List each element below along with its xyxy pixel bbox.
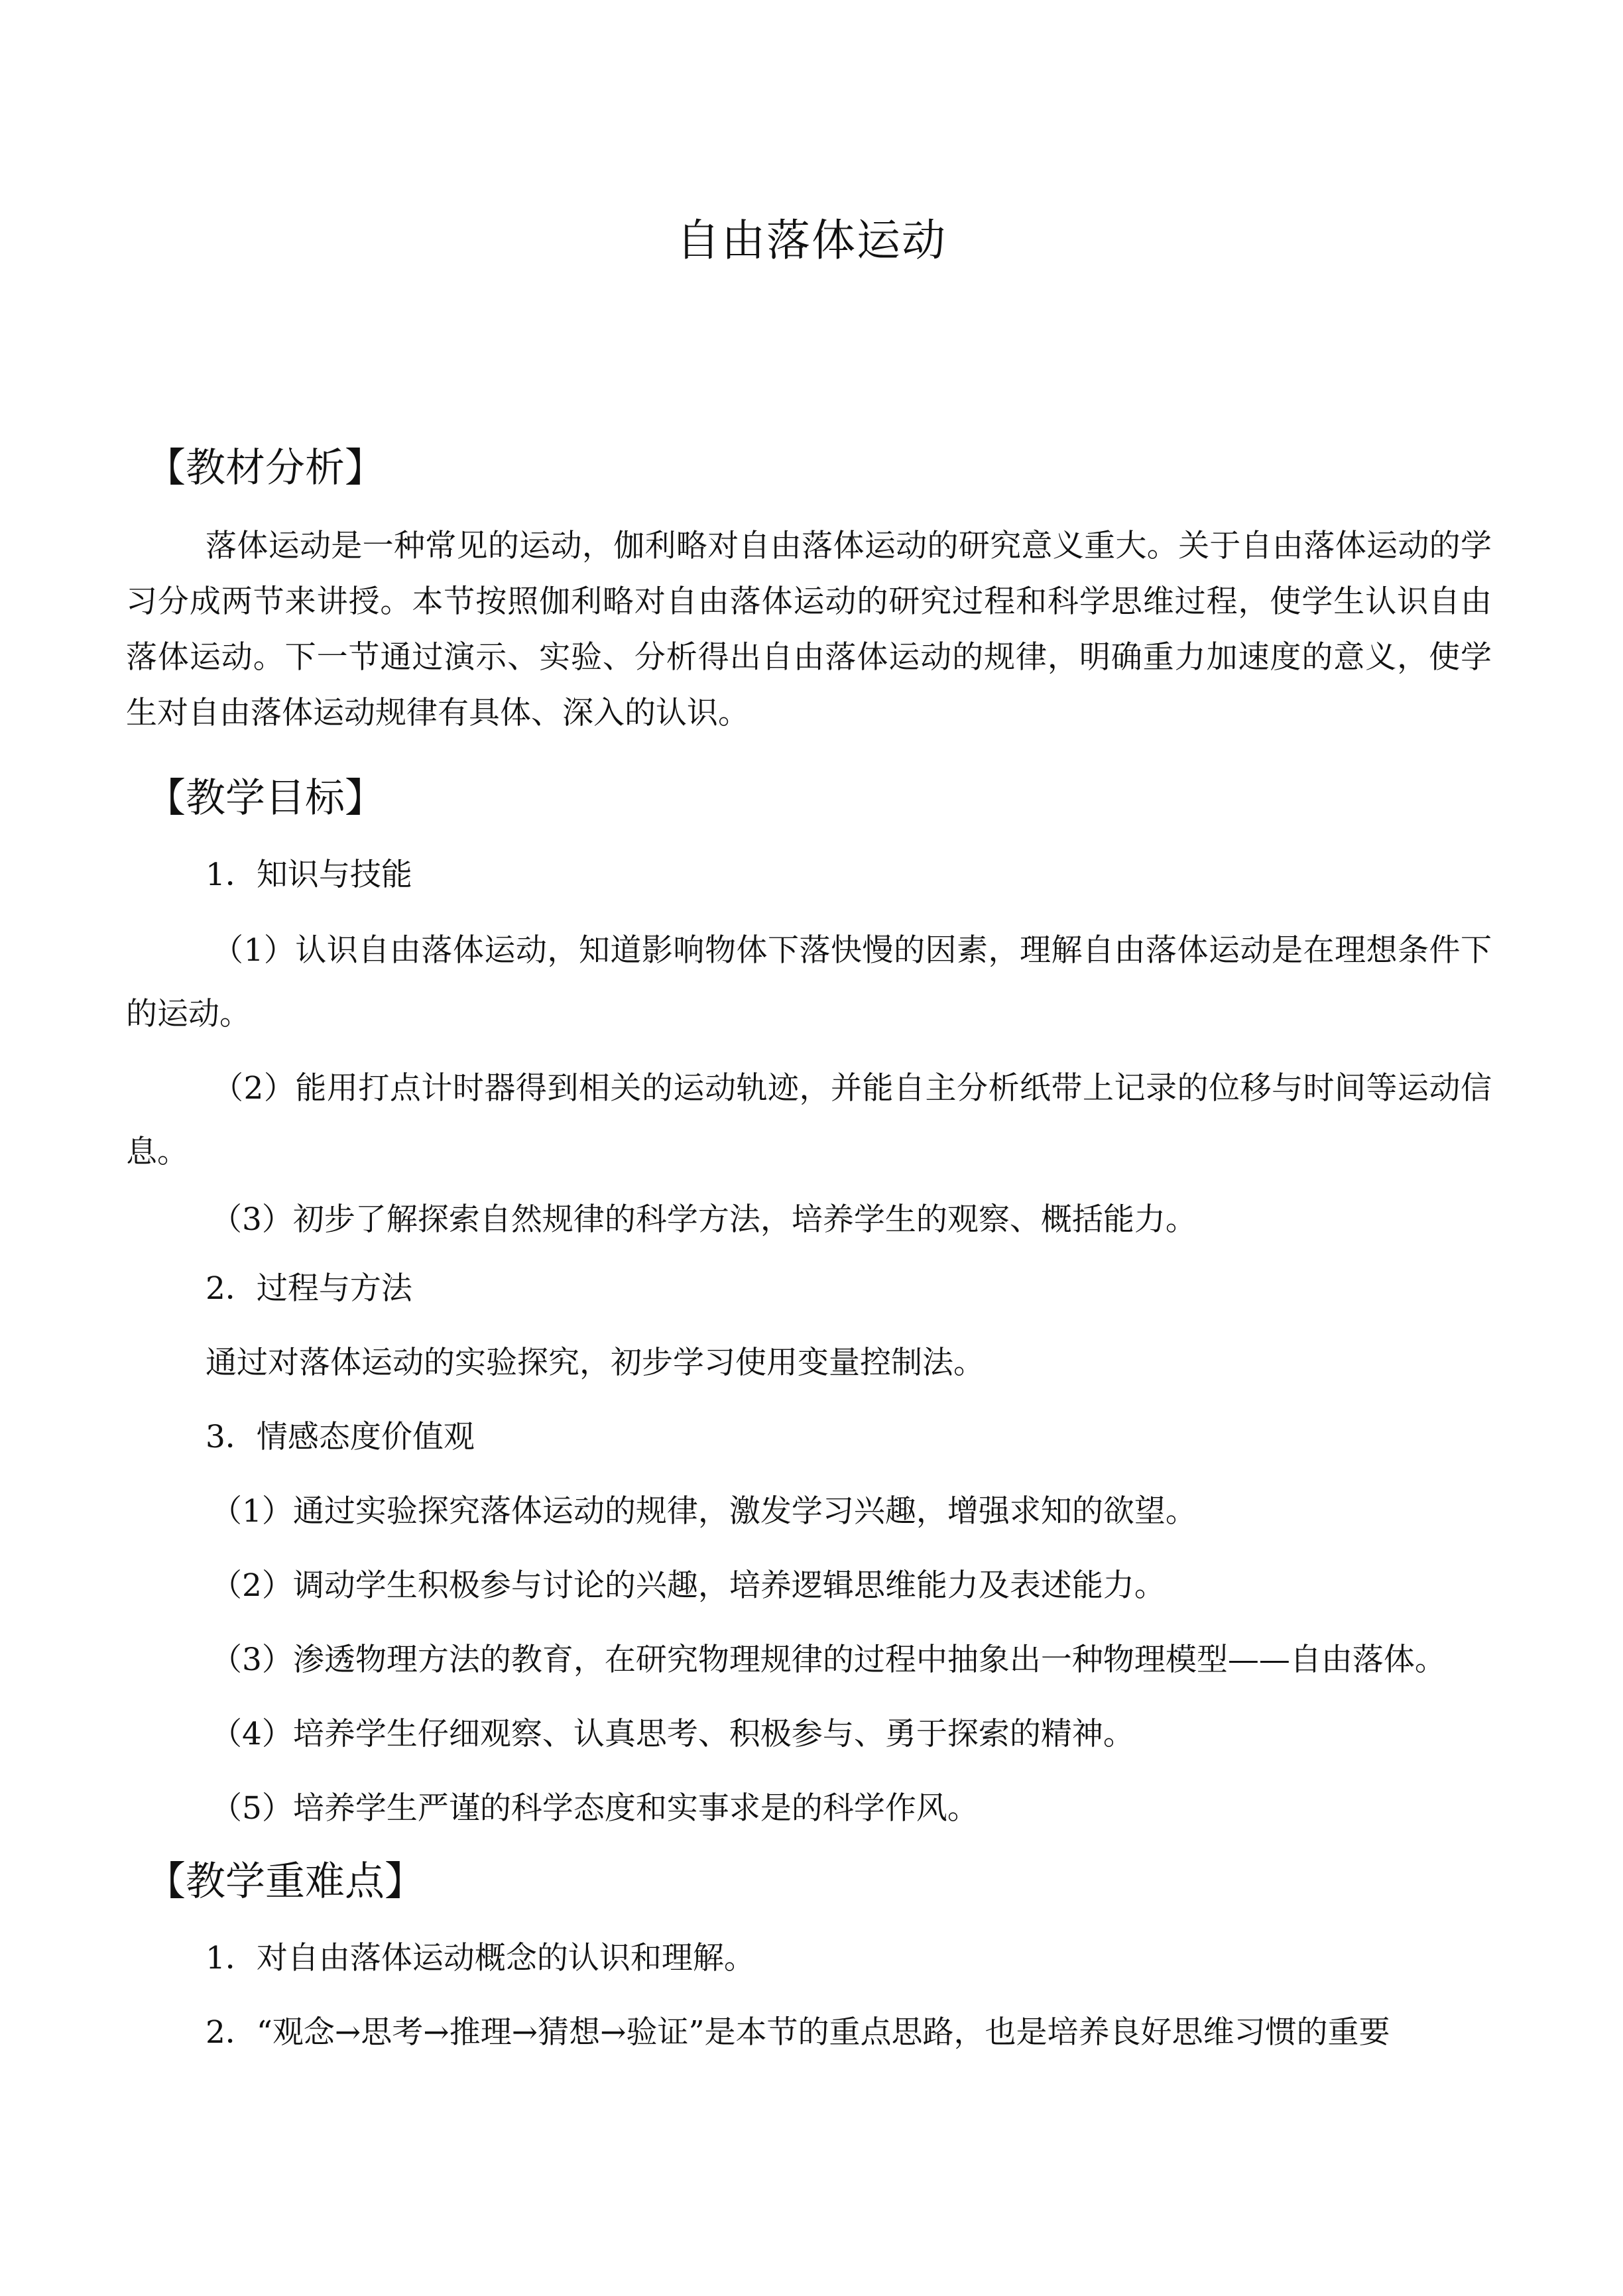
key-point-2: 2．“观念→思考→推理→猜想→验证”是本节的重点思路，也是培养良好思维习惯的重要 bbox=[206, 2014, 1390, 2051]
knowledge-item-1: （1）认识自由落体运动，知道影响物体下落快慢的因素，理解自由落体运动是在理想条件下的运动。 bbox=[126, 932, 1492, 1032]
emotion-item-2: （2）调动学生积极参与讨论的兴趣，培养逻辑思维能力及表述能力。 bbox=[211, 1567, 1166, 1604]
document-title: 自由落体运动 bbox=[676, 215, 947, 266]
key-point-1: 1．对自由落体运动概念的认识和理解。 bbox=[206, 1940, 755, 1976]
section-heading-goals: 【教学目标】 bbox=[146, 775, 385, 821]
emotion-item-3: （3）渗透物理方法的教育，在研究物理规律的过程中抽象出一种物理模型——自由落体。 bbox=[211, 1642, 1446, 1678]
emotion-values-title: 3．情感态度价值观 bbox=[206, 1419, 475, 1455]
analysis-paragraph: 落体运动是一种常见的运动，伽利略对自由落体运动的研究意义重大。关于自由落体运动的学习分成两节来讲授。本节按照伽利略对自由落体运动的研究过程和科学思维过程，使学生认识自由落体运动。下一节通过演示、实验、分析得出自由落体运动的规律，明确重力加速度的意义，使学生对自由落体运动规律有具体、深入的认识。 bbox=[126, 528, 1492, 731]
process-method-text: 通过对落体运动的实验探究，初步学习使用变量控制法。 bbox=[206, 1345, 985, 1381]
emotion-item-5: （5）培养学生严谨的科学态度和实事求是的科学作风。 bbox=[211, 1790, 979, 1827]
emotion-item-1: （1）通过实验探究落体运动的规律，激发学习兴趣，增强求知的欲望。 bbox=[211, 1493, 1197, 1530]
section-heading-key-points: 【教学重难点】 bbox=[146, 1858, 424, 1905]
section-heading-analysis: 【教材分析】 bbox=[146, 445, 385, 491]
knowledge-skills-title: 1．知识与技能 bbox=[206, 857, 412, 893]
knowledge-item-3: （3）初步了解探索自然规律的科学方法，培养学生的观察、概括能力。 bbox=[211, 1201, 1197, 1238]
process-method-title: 2．过程与方法 bbox=[206, 1270, 412, 1307]
emotion-item-4: （4）培养学生仔细观察、认真思考、积极参与、勇于探索的精神。 bbox=[211, 1716, 1134, 1752]
knowledge-item-2: （2）能用打点计时器得到相关的运动轨迹，并能自主分析纸带上记录的位移与时间等运动信息。 bbox=[126, 1070, 1492, 1170]
